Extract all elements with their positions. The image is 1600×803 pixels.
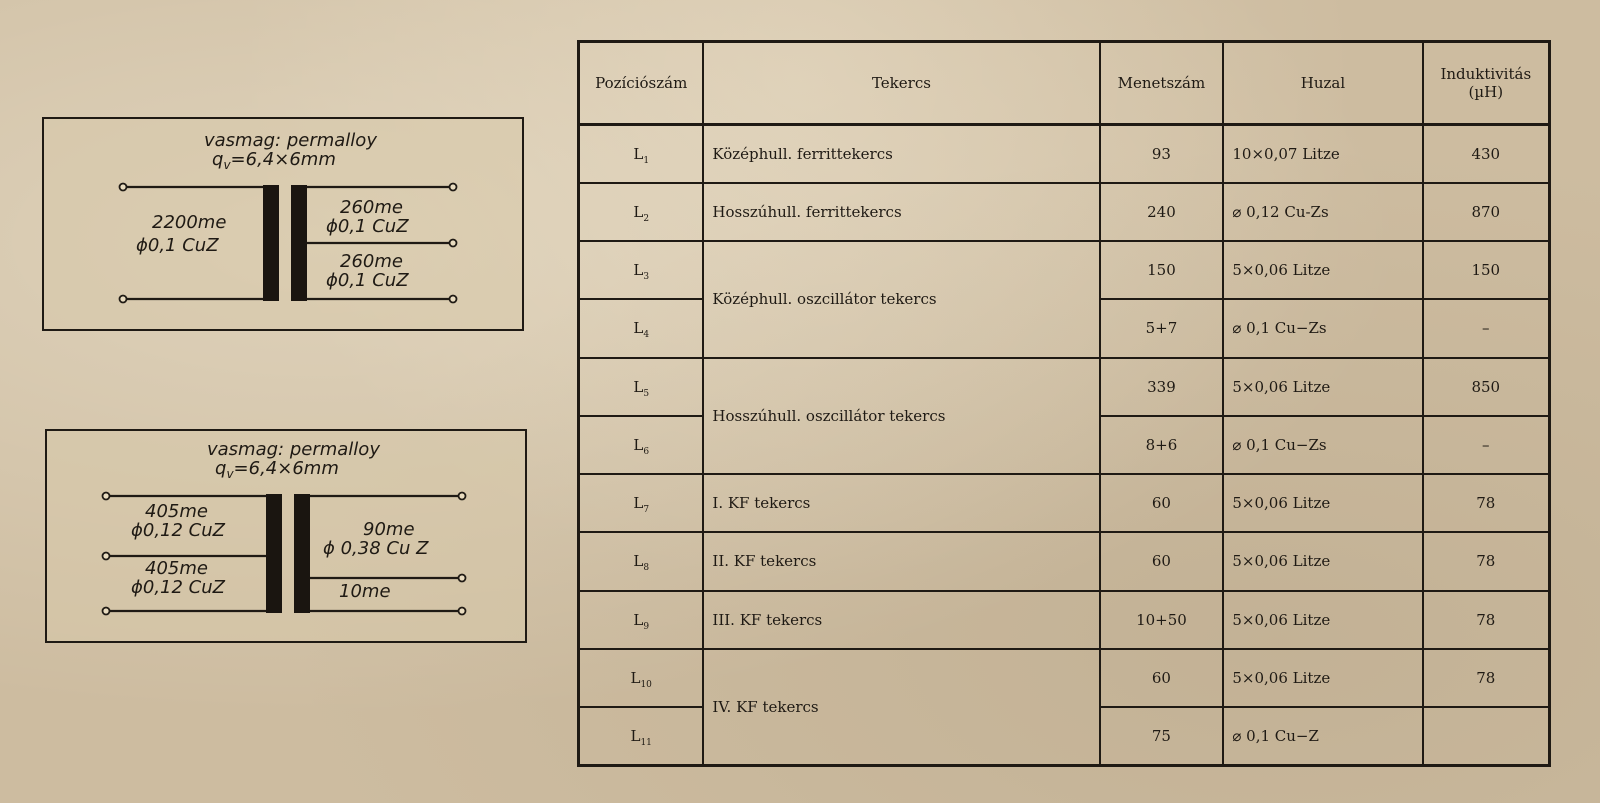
wire-cell: 10×0,07 Litze [1223,125,1422,183]
wire-cell: ⌀ 0,1 Cu−Z [1223,707,1422,765]
inductance-cell: 78 [1423,474,1550,532]
table-row [579,649,1550,707]
table-row [579,241,1550,299]
header-wire: Huzal [1223,42,1422,125]
inductance-cell: 78 [1423,532,1550,590]
inductance-cell [1423,707,1550,765]
wire-cell: 5×0,06 Litze [1223,591,1422,649]
transformer-diagram-2 [45,429,527,643]
wire-cell: 5×0,06 Litze [1223,474,1422,532]
turns-cell: 150 [1100,241,1224,299]
header-coil: Tekercs [703,42,1099,125]
position-cell: $L_9$ [579,591,704,649]
position-cell: $L_2$ [579,183,704,241]
coil-cell: II. KF tekercs [703,532,1099,590]
inductance-cell: 430 [1423,125,1550,183]
coil-table [577,40,1551,767]
wire-cell: 5×0,06 Litze [1223,241,1422,299]
primary1-wire-label: ϕ0,12 CuZ [131,520,225,541]
primary1-turns-label: 405me [145,501,208,522]
secondary2-turns-label: 10me [339,581,391,602]
position-cell: $L_1$ [579,125,704,183]
turns-cell: 60 [1100,532,1224,590]
turns-cell: 8+6 [1100,416,1224,474]
core-material-label: vasmag: permalloy [207,439,380,460]
coil-cell: Hosszúhull. oszcillátor tekercs [703,358,1099,475]
coil-cell: III. KF tekercs [703,591,1099,649]
primary-wire-label: ϕ0,1 CuZ [136,235,219,256]
inductance-cell: 78 [1423,649,1550,707]
turns-cell: 10+50 [1100,591,1224,649]
primary2-turns-label: 405me [145,558,208,579]
core-size-label: $q_v=6,4\times 6mm$ [212,149,336,172]
table-row [579,591,1550,649]
wire-cell: ⌀ 0,12 Cu-Zs [1223,183,1422,241]
turns-cell: 5+7 [1100,299,1224,357]
secondary1-turns-label: 90me [363,519,415,540]
position-cell: $L_3$ [579,241,704,299]
turns-cell: 60 [1100,474,1224,532]
table-row [579,474,1550,532]
position-cell: $L_{10}$ [579,649,704,707]
coil-cell: Hosszúhull. ferrittekercs [703,183,1099,241]
header-turns: Menetszám [1100,42,1224,125]
transformer-diagram-1 [42,117,524,331]
position-cell: $L_{11}$ [579,707,704,765]
core-material-label: vasmag: permalloy [204,130,377,151]
core-size-label: $q_v=6,4\times 6mm$ [215,458,339,481]
position-cell: $L_5$ [579,358,704,416]
turns-cell: 93 [1100,125,1224,183]
position-cell: $L_4$ [579,299,704,357]
position-cell: $L_8$ [579,532,704,590]
position-cell: $L_7$ [579,474,704,532]
inductance-cell: 78 [1423,591,1550,649]
table-row [579,358,1550,416]
table-row [579,183,1550,241]
position-cell: $L_6$ [579,416,704,474]
wire-cell: 5×0,06 Litze [1223,532,1422,590]
coil-cell: Középhull. oszcillátor tekercs [703,241,1099,358]
inductance-cell: – [1423,416,1550,474]
turns-cell: 60 [1100,649,1224,707]
primary-turns-label: 2200me [152,212,227,233]
secondary2-wire-label: ϕ0,1 CuZ [326,270,409,291]
turns-cell: 240 [1100,183,1224,241]
coil-cell: Középhull. ferrittekercs [703,125,1099,183]
inductance-cell: 870 [1423,183,1550,241]
secondary1-wire-label: ϕ 0,38 Cu Z [323,538,429,559]
turns-cell: 75 [1100,707,1224,765]
inductance-cell: 150 [1423,241,1550,299]
wire-cell: 5×0,06 Litze [1223,358,1422,416]
header-inductance: Induktivitás (µH) [1423,42,1550,125]
wire-cell: ⌀ 0,1 Cu−Zs [1223,299,1422,357]
turns-cell: 339 [1100,358,1224,416]
table-row [579,532,1550,590]
secondary2-turns-label: 260me [340,251,403,272]
inductance-cell: 850 [1423,358,1550,416]
coil-cell: I. KF tekercs [703,474,1099,532]
primary2-wire-label: ϕ0,12 CuZ [131,577,225,598]
wire-cell: ⌀ 0,1 Cu−Zs [1223,416,1422,474]
header-position: Pozíciószám [579,42,704,125]
table-header-row [579,42,1550,125]
coil-cell: IV. KF tekercs [703,649,1099,766]
secondary1-turns-label: 260me [340,197,403,218]
table-row [579,125,1550,183]
wire-cell: 5×0,06 Litze [1223,649,1422,707]
secondary1-wire-label: ϕ0,1 CuZ [326,216,409,237]
inductance-cell: – [1423,299,1550,357]
